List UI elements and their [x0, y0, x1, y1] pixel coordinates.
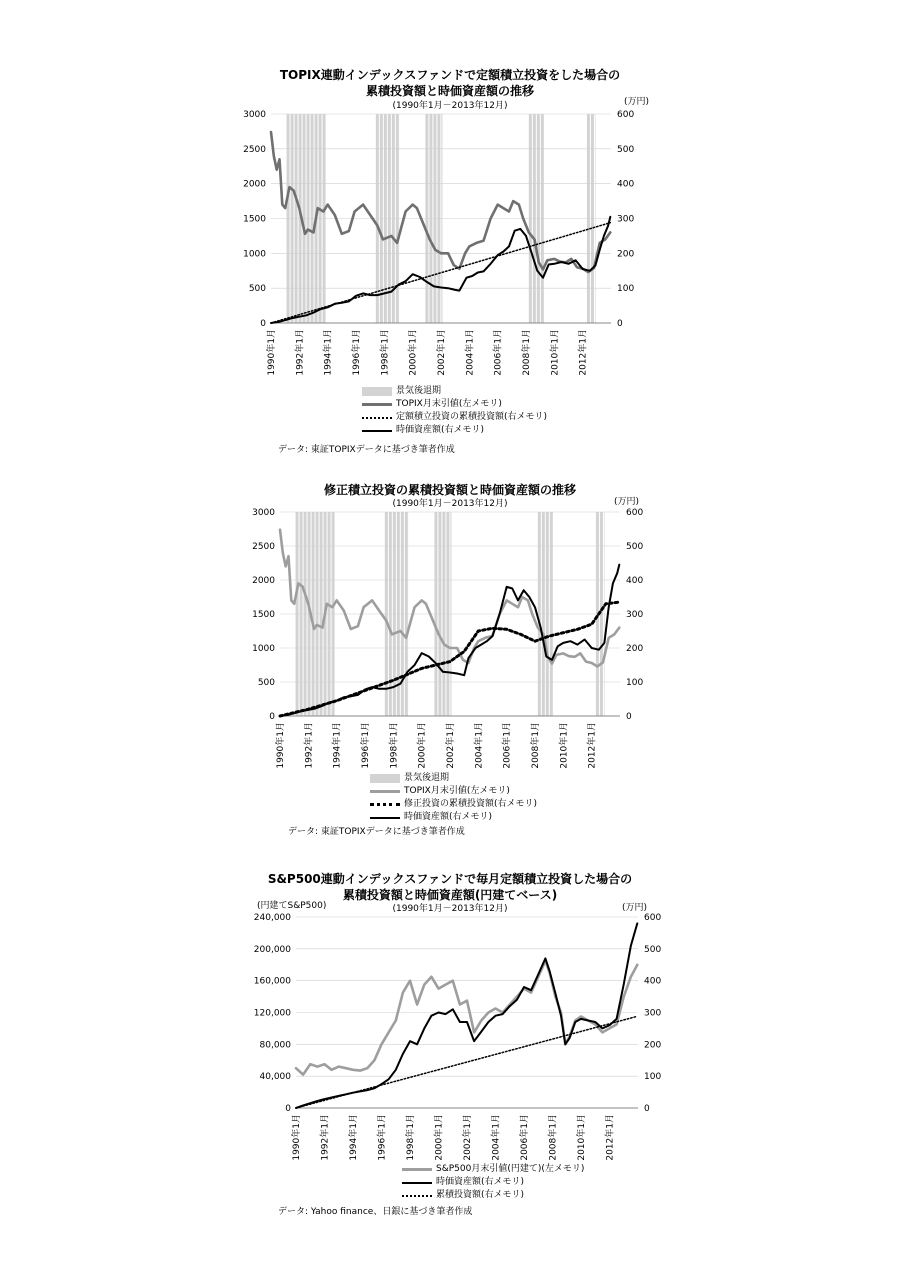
right-tick-label: 0 — [617, 319, 623, 329]
right-tick-label: 100 — [644, 1072, 662, 1083]
chart3-title-line2: 累積投資額と時価資産額(円建てベース) — [342, 888, 558, 902]
x-tick-label: 2012年1月 — [605, 1114, 616, 1161]
x-tick-label: 1992年1月 — [304, 722, 315, 769]
right-tick-label: 200 — [626, 644, 644, 654]
x-tick-label: 1998年1月 — [380, 329, 391, 376]
x-tick-label: 2004年1月 — [465, 329, 476, 376]
chart2-source: データ: 東証TOPIXデータに基づき筆者作成 — [288, 827, 465, 837]
x-tick-label: 1998年1月 — [406, 1114, 416, 1161]
left-tick-label: 1000 — [243, 249, 266, 260]
chart1-title-line1: TOPIX連動インデックスファンドで定額積立投資をした場合の — [279, 68, 621, 82]
legend-topix-label: TOPIX月末引値(左メモリ) — [396, 399, 502, 409]
series-line — [296, 1016, 637, 1108]
right-tick-label: 400 — [644, 976, 662, 987]
x-tick-label: 2010年1月 — [577, 1114, 587, 1161]
x-tick-label: 1990年1月 — [267, 329, 277, 376]
left-tick-label: 2500 — [252, 542, 275, 552]
left-tick-label: 1500 — [252, 610, 275, 620]
chart2-subtitle: (1990年1月－2013年12月) — [392, 499, 508, 509]
left-tick-label: 2000 — [252, 576, 275, 586]
right-tick-label: 400 — [626, 576, 644, 586]
x-tick-label: 1998年1月 — [389, 722, 400, 769]
x-tick-label: 1994年1月 — [349, 1114, 359, 1161]
legend3-cumulative — [402, 1189, 584, 1202]
left-tick-label: 3000 — [243, 110, 266, 120]
right-tick-label: 500 — [617, 144, 635, 155]
x-tick-label: 2010年1月 — [559, 722, 570, 769]
x-tick-label: 2006年1月 — [502, 722, 513, 769]
left-tick-label: 500 — [257, 678, 275, 688]
right-tick-label: 0 — [626, 712, 632, 722]
legend3-sp-swatch — [402, 1168, 432, 1171]
series-line — [296, 961, 637, 1075]
left-tick-label: 500 — [248, 284, 266, 295]
legend3-sp — [402, 1163, 584, 1176]
left-tick-label: 80,000 — [259, 1040, 291, 1051]
legend-market-value-label: 時価資産額(右メモリ) — [396, 425, 485, 435]
left-tick-label: 160,000 — [253, 976, 291, 987]
legend2-market-value-label: 時価資産額(右メモリ) — [404, 812, 493, 822]
legend2-recession-label: 景気後退期 — [404, 773, 450, 783]
x-tick-label: 2006年1月 — [493, 329, 504, 376]
right-tick-label: 400 — [617, 179, 635, 190]
chart2-title: 修正積立投資の累積投資額と時価資産額の推移 — [323, 483, 576, 497]
left-tick-label: 200,000 — [253, 944, 291, 955]
right-tick-label: 200 — [617, 249, 635, 260]
chart3-source: データ: Yahoo finance、日銀に基づき筆者作成 — [278, 1207, 473, 1217]
right-tick-label: 300 — [644, 1008, 662, 1019]
series-line — [296, 923, 637, 1108]
right-tick-label: 100 — [626, 678, 644, 688]
legend3-cumulative-swatch — [402, 1195, 432, 1197]
x-tick-label: 2000年1月 — [434, 1114, 445, 1161]
chart1-right-unit: (万円) — [624, 97, 650, 107]
legend2-modified-cumulative-label: 修正投資の累積投資額(右メモリ) — [404, 799, 538, 809]
legend-recession-label: 景気後退期 — [396, 386, 442, 396]
right-tick-label: 500 — [644, 944, 662, 955]
x-tick-label: 2002年1月 — [446, 722, 456, 769]
right-tick-label: 100 — [617, 284, 635, 295]
right-tick-label: 300 — [626, 610, 644, 620]
chart3-legend — [402, 1163, 584, 1202]
legend-fixed-cumulative-label: 定額積立投資の累積投資額(右メモリ) — [396, 412, 548, 422]
chart1-source: データ: 東証TOPIXデータに基づき筆者作成 — [278, 445, 455, 455]
x-tick-label: 2002年1月 — [463, 1114, 473, 1161]
x-tick-label: 2012年1月 — [587, 722, 598, 769]
x-tick-label: 2000年1月 — [408, 329, 419, 376]
x-tick-label: 2006年1月 — [520, 1114, 530, 1161]
right-tick-label: 300 — [617, 214, 635, 225]
legend3-market-value — [402, 1176, 584, 1189]
x-tick-label: 2008年1月 — [531, 722, 541, 769]
x-tick-label: 1990年1月 — [276, 722, 286, 769]
left-tick-label: 0 — [269, 712, 275, 722]
x-tick-label: 2004年1月 — [491, 1114, 502, 1161]
right-tick-label: 600 — [626, 508, 644, 518]
chart1-title-line2: 累積投資額と時価資産額の推移 — [365, 84, 534, 98]
legend3-market-value-swatch — [402, 1182, 432, 1184]
x-tick-label: 2010年1月 — [550, 329, 561, 376]
right-tick-label: 0 — [644, 1104, 650, 1114]
x-tick-label: 2012年1月 — [578, 329, 589, 376]
left-tick-label: 0 — [260, 319, 266, 329]
left-tick-label: 120,000 — [253, 1008, 291, 1019]
right-tick-label: 500 — [626, 542, 644, 552]
x-tick-label: 2008年1月 — [522, 329, 532, 376]
legend3-sp-label: S&P500月末引値(円建て)(左メモリ) — [436, 1164, 585, 1174]
x-tick-label: 1990年1月 — [292, 1114, 302, 1161]
right-tick-label: 600 — [644, 913, 662, 923]
x-tick-label: 1994年1月 — [332, 722, 343, 769]
left-tick-label: 240,000 — [253, 913, 291, 923]
legend2-topix-label: TOPIX月末引値(左メモリ) — [404, 786, 510, 796]
chart3-right-unit: (万円) — [622, 903, 648, 913]
left-tick-label: 2000 — [243, 179, 266, 190]
legend3-cumulative-label: 累積投資額(右メモリ) — [436, 1190, 525, 1200]
left-tick-label: 40,000 — [259, 1072, 291, 1083]
x-tick-label: 2008年1月 — [548, 1114, 559, 1161]
chart2-right-unit: (万円) — [614, 497, 640, 507]
chart1-subtitle: (1990年1月－2013年12月) — [392, 101, 508, 111]
left-tick-label: 3000 — [252, 508, 275, 518]
x-tick-label: 2002年1月 — [437, 329, 447, 376]
x-tick-label: 1992年1月 — [295, 329, 306, 376]
left-tick-label: 0 — [285, 1104, 291, 1114]
x-tick-label: 2000年1月 — [417, 722, 428, 769]
x-tick-label: 1996年1月 — [352, 329, 362, 376]
x-tick-label: 1994年1月 — [323, 329, 334, 376]
x-tick-label: 1996年1月 — [377, 1114, 388, 1161]
x-tick-label: 2004年1月 — [474, 722, 485, 769]
left-tick-label: 2500 — [243, 144, 266, 155]
chart3-subtitle: (1990年1月－2013年12月) — [392, 904, 508, 914]
x-tick-label: 1996年1月 — [361, 722, 371, 769]
chart3-title-line1: S&P500連動インデックスファンドで毎月定額積立投資した場合の — [267, 872, 633, 886]
right-tick-label: 600 — [617, 110, 635, 120]
x-tick-label: 1992年1月 — [320, 1114, 331, 1161]
chart3-left-unit: (円建てS&P500) — [257, 901, 327, 911]
legend3-market-value-label: 時価資産額(右メモリ) — [436, 1177, 525, 1187]
right-tick-label: 200 — [644, 1040, 662, 1051]
left-tick-label: 1000 — [252, 644, 275, 654]
left-tick-label: 1500 — [243, 214, 266, 225]
